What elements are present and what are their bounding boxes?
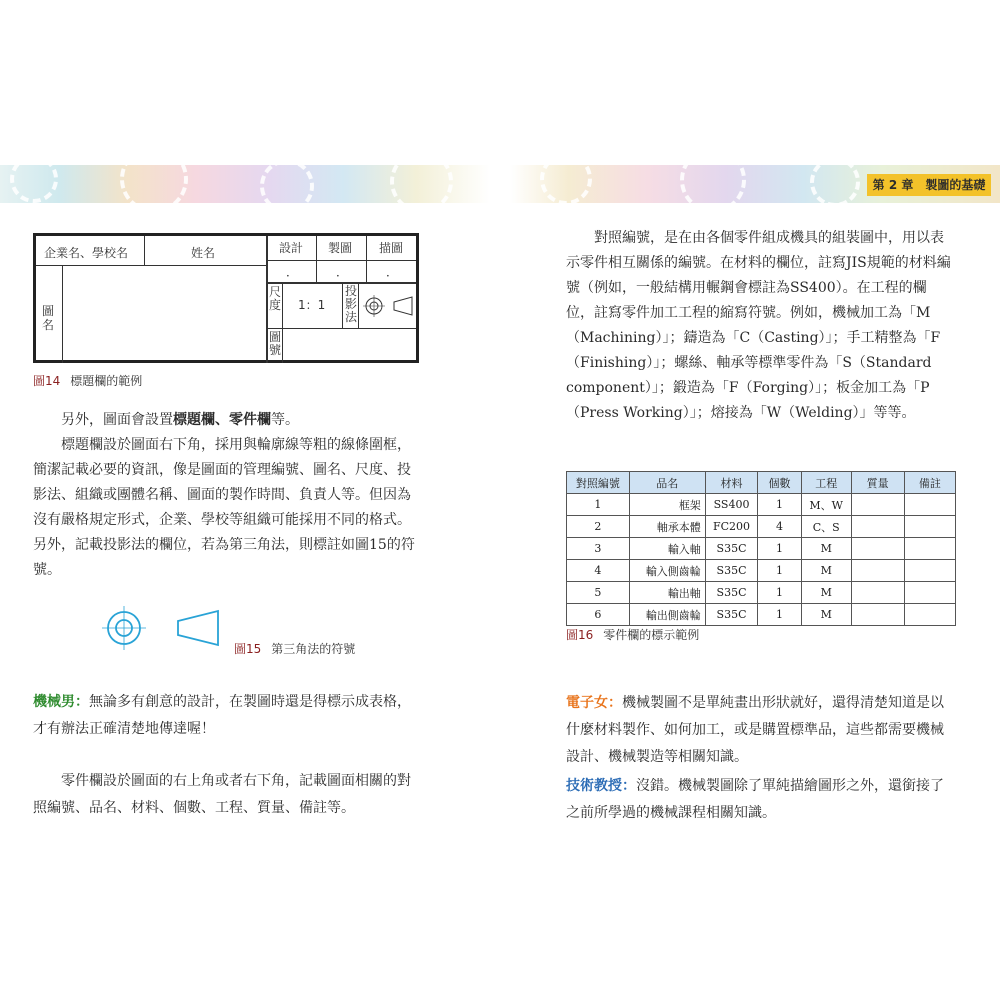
table-cell: S35C — [705, 560, 757, 582]
keyword-parts-list: 零件欄 — [229, 412, 271, 428]
third-angle-symbol-small-icon — [362, 288, 416, 324]
table-header-row — [567, 472, 956, 494]
paragraph-line: 對照編號，是在由各個零件組成機具的組裝圖中，用以表 — [594, 230, 944, 246]
table-cell: 1 — [567, 494, 630, 516]
dialog-line: 之前所學過的機械課程相關知識。 — [566, 805, 776, 821]
table-cell: 6 — [567, 604, 630, 626]
table-cell — [851, 560, 904, 582]
table-cell: 3 — [567, 538, 630, 560]
gear-icon — [120, 165, 188, 203]
table-cell: M — [801, 582, 851, 604]
column-header: 對照編號 — [567, 472, 630, 494]
org-label: 企業名、學校名 — [44, 246, 129, 260]
table-cell — [851, 494, 904, 516]
table-cell: 2 — [567, 516, 630, 538]
gear-icon — [540, 165, 592, 203]
column-header: 質量 — [851, 472, 904, 494]
table-cell: 4 — [758, 516, 802, 538]
paragraph-line: 號（例如，一般結構用輾鋼會標註為SS400）。在工程的欄 — [566, 280, 927, 296]
table-cell: 1 — [758, 538, 802, 560]
fig16-caption — [566, 626, 699, 643]
gear-icon — [810, 165, 860, 203]
fig14-number: 圖14 — [33, 374, 61, 388]
table-cell — [904, 604, 955, 626]
third-angle-projection-symbol-icon — [96, 603, 226, 653]
decorative-banner-left — [0, 165, 490, 203]
speaker-machine-man: 機械男： — [33, 694, 89, 710]
tracing-label: 描圖 — [379, 241, 404, 255]
table-cell — [851, 604, 904, 626]
table-cell: C、S — [801, 516, 851, 538]
fig16-title: 零件欄的標示範例 — [603, 628, 700, 642]
dialog-line: 機械製圖不是單純畫出形狀就好，還得清楚知道是以 — [622, 695, 944, 711]
fig15-number: 圖15 — [234, 642, 262, 656]
table-row — [567, 604, 956, 626]
paragraph-line: 零件欄設於圖面的右上角或者右下角，記載圖面相關的對 — [61, 773, 411, 789]
scale-value: 1：1 — [298, 298, 326, 312]
table-cell: 1 — [758, 494, 802, 516]
chapter-label: 第 2 章 製圖的基礎 — [867, 174, 991, 196]
table-cell: 輸入側齒輪 — [629, 560, 705, 582]
paragraph-line: 影法、組織或團體名稱、圖面的製作時間、負責人等。但因為 — [33, 487, 411, 503]
parts-list-table — [566, 471, 956, 626]
dialog-line: 才有辦法正確清楚地傳達喔！ — [33, 721, 215, 737]
date-dots: ． — [336, 265, 349, 279]
table-cell: M、W — [801, 494, 851, 516]
dialog-line: 什麼材料製作、如何加工，或是購置標準品，這些都需要機械 — [566, 722, 944, 738]
date-dots: ． — [386, 265, 399, 279]
table-cell — [904, 538, 955, 560]
right-body-text — [566, 226, 966, 426]
speaker-electronic-woman: 電子女： — [566, 695, 622, 711]
dialog-line: 設計、機械製造等相關知識。 — [566, 749, 748, 765]
table-row — [567, 516, 956, 538]
drawing-number-label: 圖號 — [269, 330, 282, 357]
column-header: 品名 — [629, 472, 705, 494]
fig14-caption — [33, 372, 142, 389]
table-cell — [904, 516, 955, 538]
table-cell: 軸承本體 — [629, 516, 705, 538]
table-cell: SS400 — [705, 494, 757, 516]
table-cell: M — [801, 560, 851, 582]
table-cell: M — [801, 604, 851, 626]
table-cell: S35C — [705, 604, 757, 626]
paragraph-line: （Machining）」；鑄造為「C（Casting）」；手工精整為「F — [566, 330, 941, 346]
paragraph-line: 沒有嚴格規定形式，企業、學校等組織可能採用不同的格式。 — [33, 512, 411, 528]
paragraph-line: 示零件相互關係的編號。在材料的欄位，註寫JIS規範的材料編 — [566, 255, 951, 271]
left-body-text — [33, 408, 433, 583]
fig16-number: 圖16 — [566, 628, 594, 642]
paragraph-line: （Finishing）」；螺絲、軸承等標準零件為「S（Standard — [566, 355, 932, 371]
table-cell: 1 — [758, 604, 802, 626]
dialog-electronic-woman — [566, 690, 966, 771]
table-cell: 4 — [567, 560, 630, 582]
table-cell: 5 — [567, 582, 630, 604]
gear-icon — [390, 165, 453, 203]
text-fragment: 、 — [215, 412, 229, 428]
dialog-professor — [566, 773, 966, 827]
column-header: 工程 — [801, 472, 851, 494]
table-cell: 輸出側齒輪 — [629, 604, 705, 626]
table-row — [567, 560, 956, 582]
left-body-text-2 — [33, 768, 433, 822]
table-row — [567, 582, 956, 604]
paragraph-line: 位，註寫零件加工工程的縮寫符號。例如，機械加工為「M — [566, 305, 931, 321]
column-header: 備註 — [904, 472, 955, 494]
table-cell: S35C — [705, 582, 757, 604]
paragraph-line: （Press Working）」；熔接為「W（Welding）」等等。 — [566, 405, 916, 421]
paragraph-line: 另外，記載投影法的欄位，若為第三角法，則標註如圖15的符 — [33, 537, 415, 553]
table-cell: 1 — [758, 560, 802, 582]
table-cell: 1 — [758, 582, 802, 604]
dialog-line: 沒錯。機械製圖除了單純描繪圖形之外，還銜接了 — [636, 778, 944, 794]
drafting-label: 製圖 — [328, 241, 353, 255]
paragraph-line: 標題欄設於圖面右下角，採用與輪廓線等粗的線條圍框， — [61, 437, 411, 453]
table-row — [567, 538, 956, 560]
table-cell — [904, 582, 955, 604]
table-cell — [851, 538, 904, 560]
paragraph-line: 簡潔記載必要的資訊，像是圖面的管理編號、圖名、尺度、投 — [33, 462, 411, 478]
scale-label: 尺度 — [269, 285, 282, 312]
fig15-title: 第三角法的符號 — [271, 642, 356, 656]
projection-label: 投影法 — [345, 284, 358, 324]
paragraph-line: 號。 — [33, 562, 61, 578]
column-header: 材料 — [705, 472, 757, 494]
date-dots: ． — [286, 265, 299, 279]
paragraph-line: component）」；鍛造為「F（Forging）」；板金加工為「P — [566, 380, 930, 396]
dialog-machine-man — [33, 689, 433, 743]
table-row — [567, 494, 956, 516]
table-cell: 輸出軸 — [629, 582, 705, 604]
table-cell: M — [801, 538, 851, 560]
table-cell — [904, 560, 955, 582]
fig14-title: 標題欄的範例 — [70, 374, 143, 388]
table-cell: 輸入軸 — [629, 538, 705, 560]
table-cell — [904, 494, 955, 516]
gear-icon — [10, 165, 58, 203]
text-fragment: 另外，圖面會設置 — [61, 412, 173, 428]
speaker-professor: 技術教授： — [566, 778, 636, 794]
table-cell — [851, 582, 904, 604]
fig15-caption — [234, 640, 355, 657]
dialog-line: 無論多有創意的設計，在製圖時還是得標示成表格， — [89, 694, 411, 710]
drawing-name-label: 圖名 — [42, 304, 55, 332]
table-cell: FC200 — [705, 516, 757, 538]
table-cell — [851, 516, 904, 538]
design-label: 設計 — [279, 241, 304, 255]
gear-icon — [680, 165, 746, 203]
paragraph-line: 照編號、品名、材料、個數、工程、質量、備註等。 — [33, 800, 355, 816]
table-cell: 框架 — [629, 494, 705, 516]
title-block-figure — [33, 233, 419, 363]
gear-icon — [260, 165, 314, 203]
keyword-title-block: 標題欄 — [173, 412, 215, 428]
table-cell: S35C — [705, 538, 757, 560]
column-header: 個數 — [758, 472, 802, 494]
name-label: 姓名 — [191, 246, 216, 260]
text-fragment: 等。 — [271, 412, 299, 428]
